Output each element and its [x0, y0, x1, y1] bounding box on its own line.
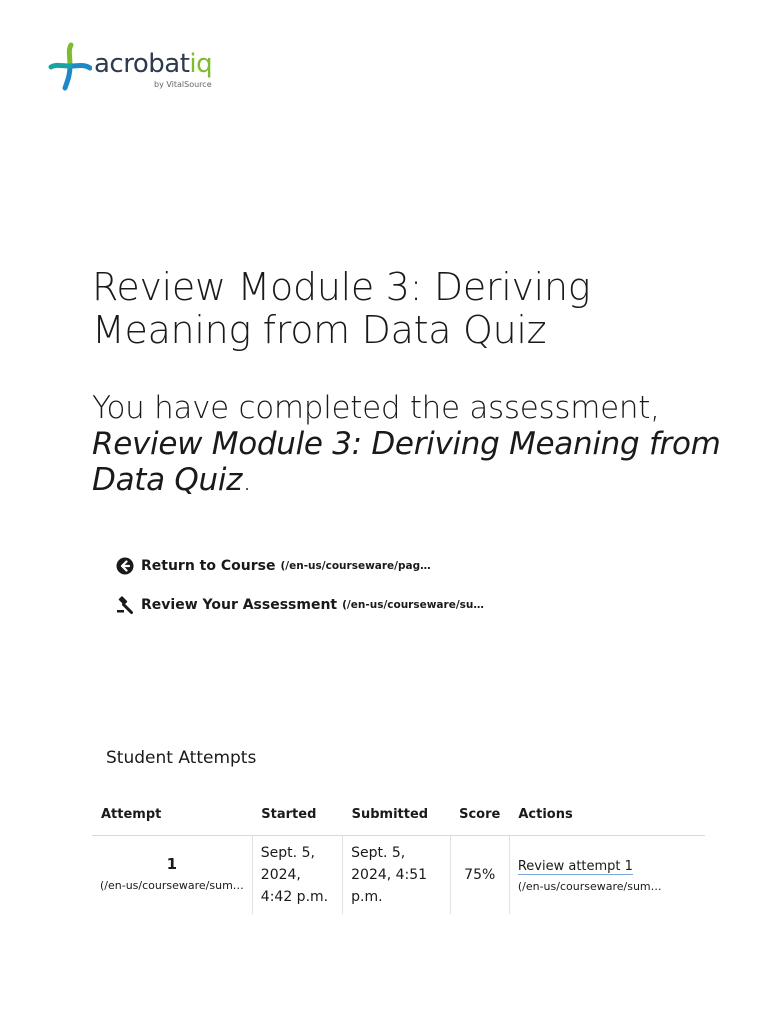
submitted-cell: Sept. 5, 2024, 4:51 p.m. — [343, 836, 450, 915]
review-assessment-link[interactable] — [116, 596, 484, 614]
acrobatiq-logo — [48, 42, 212, 92]
completion-assessment-name: Review Module 3: Deriving Meaning from Data Quiz — [92, 426, 721, 498]
logo-byline: by VitalSource — [154, 80, 212, 89]
gavel-icon — [116, 596, 134, 614]
review-attempt-link[interactable]: Review attempt 1 — [517, 858, 633, 874]
return-to-course-url: (/en-us/courseware/pag… — [280, 560, 431, 572]
attempt-number[interactable]: 1 — [166, 855, 178, 873]
completion-message — [92, 390, 732, 498]
acrobatiq-mark-icon — [48, 42, 92, 92]
column-header-attempt: Attempt — [92, 800, 252, 836]
attempts-header-row — [92, 800, 705, 836]
column-header-started: Started — [252, 800, 342, 836]
logo-wordmark-accent: iq — [189, 49, 213, 79]
review-assessment-url: (/en-us/courseware/su… — [342, 599, 484, 611]
attempt-cell[interactable] — [92, 836, 252, 915]
logo-wordmark: acrobat — [94, 49, 190, 79]
started-cell: Sept. 5, 2024, 4:42 p.m. — [252, 836, 342, 915]
attempt-url: (/en-us/courseware/sum… — [100, 879, 244, 892]
arrow-circle-left-icon — [116, 557, 134, 575]
completion-prefix: You have completed the assessment, — [92, 390, 660, 426]
review-assessment-label: Review Your Assessment — [141, 597, 338, 613]
return-to-course-link[interactable] — [116, 557, 431, 575]
student-attempts-heading: Student Attempts — [106, 748, 257, 768]
table-row — [92, 836, 705, 915]
column-header-submitted: Submitted — [343, 800, 450, 836]
attempts-table — [92, 800, 705, 914]
completion-suffix: . — [242, 462, 252, 498]
review-attempt-url: (/en-us/courseware/sum… — [517, 879, 662, 893]
return-to-course-label: Return to Course — [141, 558, 276, 574]
page-title: Review Module 3: Deriving Meaning from Data Quiz — [92, 265, 591, 352]
score-cell: 75% — [450, 836, 509, 915]
column-header-score: Score — [450, 800, 509, 836]
column-header-actions: Actions — [509, 800, 705, 836]
actions-cell — [509, 836, 705, 915]
